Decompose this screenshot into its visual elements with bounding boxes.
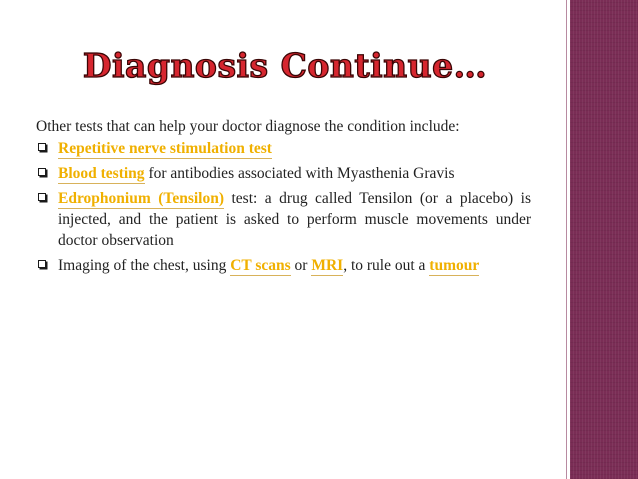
slide-title: Diagnosis Continue…: [82, 46, 488, 85]
checkbox-bullet-icon: [38, 143, 46, 151]
checkbox-bullet-icon: [38, 193, 46, 201]
bullet-list: [36, 138, 531, 276]
list-item: [36, 188, 531, 251]
repetitive-nerve-stimulation-link[interactable]: Repetitive nerve stimulation test: [58, 140, 272, 157]
list-item-text: Imaging of the chest, using: [58, 257, 231, 274]
checkbox-bullet-icon: [38, 168, 46, 176]
list-item: [36, 255, 531, 276]
side-bar-decoration: [570, 0, 638, 479]
list-item: [36, 138, 531, 159]
tumour-link[interactable]: tumour: [429, 257, 480, 274]
intro-text: Other tests that can help your doctor diagnose the condition include:: [36, 118, 460, 135]
list-item-text: , to rule out a: [343, 257, 430, 274]
slide-content: [36, 116, 531, 280]
list-item-text: or: [290, 257, 312, 274]
edrophonium-link[interactable]: Edrophonium (Tensilon): [58, 190, 224, 207]
blood-testing-link[interactable]: Blood testing: [58, 165, 145, 182]
list-item-text: test: a drug called Tensilon (or a placebo) is injected, and the patient is asked to perform muscle movements under doctor observation: [58, 190, 531, 249]
ct-scans-link[interactable]: CT scans: [230, 257, 291, 274]
checkbox-bullet-icon: [38, 260, 46, 268]
list-item-text: for antibodies associated with Myasthenia Gravis: [144, 165, 455, 182]
list-item: [36, 163, 531, 184]
mri-link[interactable]: MRI: [311, 257, 344, 274]
